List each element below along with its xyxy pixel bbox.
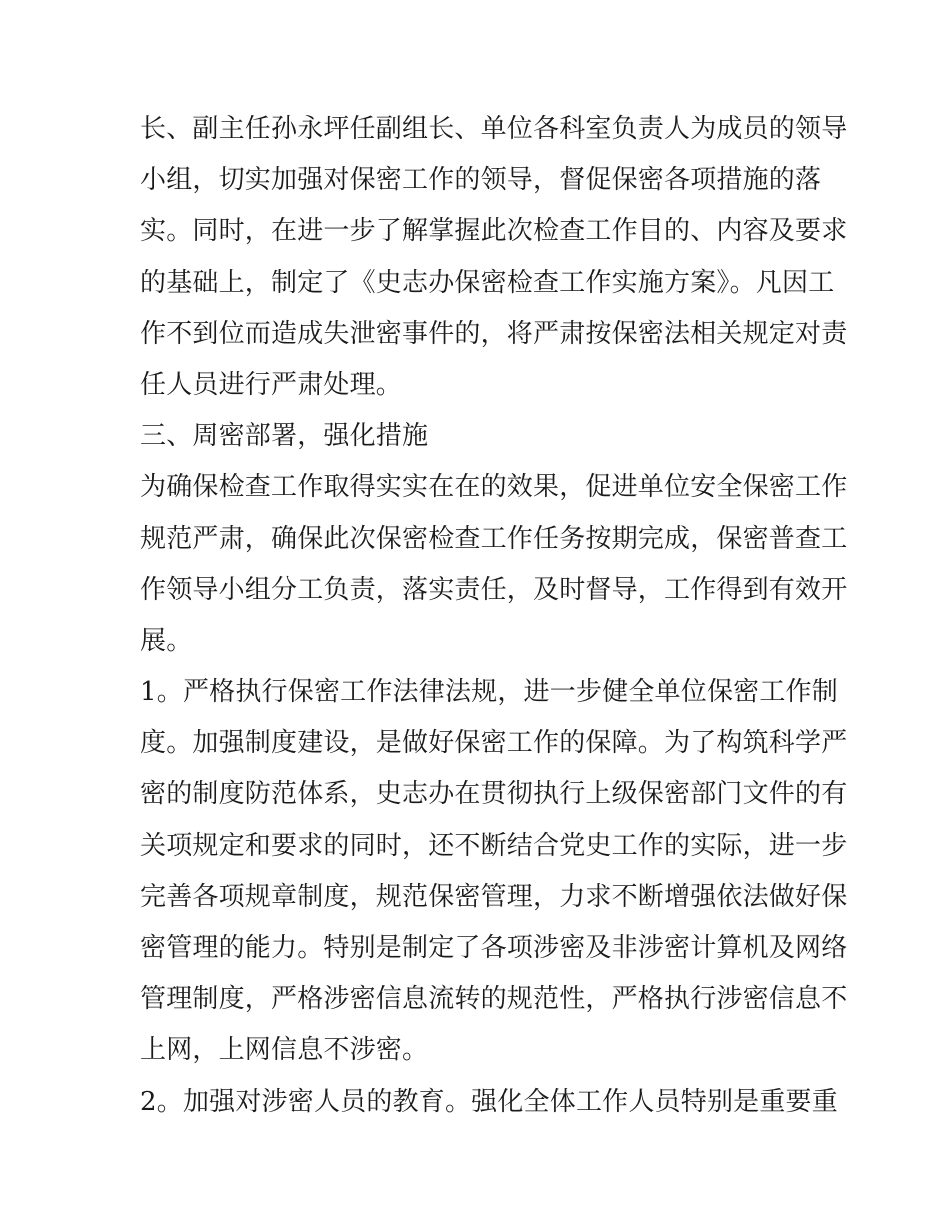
text-line: 规范严肃，确保此次保密检查工作任务按期完成，保密普查工 — [140, 523, 848, 554]
text-line: 的基础上，制定了《史志办保密检查工作实施方案》。凡因工 — [140, 267, 835, 298]
text-line: 实。同时，在进一步了解掌握此次检查工作目的、内容及要求 — [140, 216, 848, 247]
list-item-1: 1。严格执行保密工作法律法规，进一步健全单位保密工作制 — [140, 677, 838, 708]
document-body — [140, 104, 848, 1128]
text-line: 度。加强制度建设，是做好保密工作的保障。为了构筑科学严 — [140, 728, 848, 759]
section-heading: 三、周密部署，强化措施 — [140, 421, 429, 452]
text-line: 管理制度，严格涉密信息流转的规范性，严格执行涉密信息不 — [140, 984, 848, 1015]
text-line: 关项规定和要求的同时，还不断结合党史工作的实际，进一步 — [140, 830, 848, 861]
list-item-2: 2。加强对涉密人员的教育。强化全体工作人员特别是重要重 — [140, 1086, 838, 1117]
text-line: 作领导小组分工负责，落实责任，及时督导，工作得到有效开 — [140, 574, 848, 605]
text-line: 长、副主任孙永坪任副组长、单位各科室负责人为成员的领导 — [140, 114, 848, 144]
text-line: 任人员进行严肃处理。 — [140, 369, 403, 400]
text-line: 密的制度防范体系，史志办在贯彻执行上级保密部门文件的有 — [140, 779, 848, 810]
text-line: 完善各项规章制度，规范保密管理，力求不断增强依法做好保 — [140, 881, 848, 912]
text-line: 密管理的能力。特别是制定了各项涉密及非涉密计算机及网络 — [140, 933, 848, 963]
text-line: 小组，切实加强对保密工作的领导，督促保密各项措施的落 — [140, 165, 822, 196]
text-line: 为确保检查工作取得实实在在的效果，促进单位安全保密工作 — [140, 472, 848, 503]
text-line: 作不到位而造成失泄密事件的，将严肃按保密法相关规定对责 — [140, 318, 848, 349]
text-line: 展。 — [140, 625, 193, 656]
text-line: 上网，上网信息不涉密。 — [140, 1035, 429, 1066]
